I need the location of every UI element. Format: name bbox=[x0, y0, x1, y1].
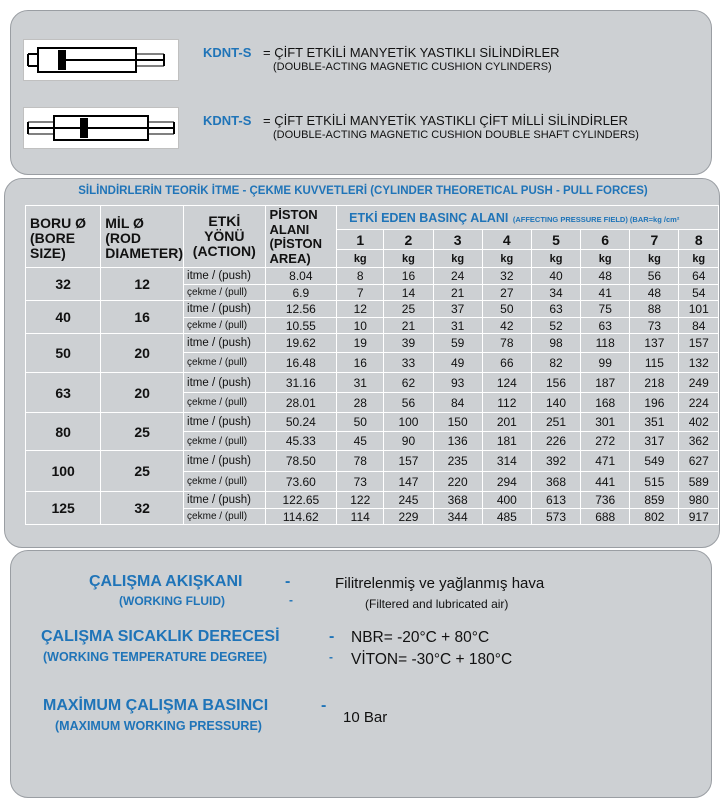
pull-force: 54 bbox=[679, 285, 719, 301]
rod-diameter: 32 bbox=[101, 492, 184, 525]
push-force: 12 bbox=[337, 301, 384, 318]
working-fluid-value-en: (Filtered and lubricated air) bbox=[365, 597, 509, 611]
push-force: 39 bbox=[384, 334, 433, 353]
push-force: 78 bbox=[337, 451, 384, 472]
piston-area-push: 50.24 bbox=[265, 413, 337, 432]
pull-force: 112 bbox=[482, 393, 531, 413]
table-row bbox=[26, 492, 719, 509]
action-pull: çekme / (pull) bbox=[184, 472, 265, 492]
push-force: 549 bbox=[630, 451, 679, 472]
push-force: 980 bbox=[679, 492, 719, 509]
push-force: 8 bbox=[337, 268, 384, 285]
table-row bbox=[26, 451, 719, 472]
max-pressure-value: 10 Bar bbox=[343, 709, 388, 726]
header-action bbox=[184, 206, 265, 268]
table-row bbox=[26, 268, 719, 285]
action-pull: çekme / (pull) bbox=[184, 393, 265, 413]
pull-force: 147 bbox=[384, 472, 433, 492]
header-action-line: (ACTION) bbox=[192, 243, 256, 259]
working-fluid-label-en: (WORKING FLUID) bbox=[119, 594, 225, 608]
action-push: itme / (push) bbox=[184, 268, 265, 285]
working-temperature-label-en: (WORKING TEMPERATURE DEGREE) bbox=[43, 650, 268, 664]
action-push: itme / (push) bbox=[184, 413, 265, 432]
push-force: 150 bbox=[433, 413, 482, 432]
working-fluid-dash: - bbox=[285, 573, 291, 590]
header-piston-line: ALANI bbox=[269, 221, 310, 237]
pull-force: 41 bbox=[581, 285, 630, 301]
action-pull: çekme / (pull) bbox=[184, 285, 265, 301]
table-row bbox=[26, 301, 719, 318]
push-force: 16 bbox=[384, 268, 433, 285]
push-force: 368 bbox=[433, 492, 482, 509]
pull-force: 14 bbox=[384, 285, 433, 301]
rod-diameter: 20 bbox=[101, 334, 184, 373]
push-force: 88 bbox=[630, 301, 679, 318]
header-rod-line: DIAMETER) bbox=[105, 245, 184, 261]
specs-panel bbox=[10, 550, 712, 798]
piston-area-pull: 73.60 bbox=[265, 472, 337, 492]
bar-number-4: 4 bbox=[482, 230, 531, 250]
pull-force: 181 bbox=[482, 432, 531, 451]
action-push: itme / (push) bbox=[184, 373, 265, 393]
temperature-viton-value: VİTON= -30°C + 180°C bbox=[351, 651, 513, 668]
pull-force: 21 bbox=[384, 318, 433, 334]
piston-area-push: 31.16 bbox=[265, 373, 337, 393]
header-bore-line: BORU Ø bbox=[30, 215, 86, 231]
unit-kg: kg bbox=[581, 250, 630, 268]
unit-kg: kg bbox=[433, 250, 482, 268]
max-pressure-label: MAXİMUM ÇALIŞMA BASINCI bbox=[43, 697, 269, 714]
bar-number-5: 5 bbox=[531, 230, 580, 250]
bar-number-6: 6 bbox=[581, 230, 630, 250]
bar-number-3: 3 bbox=[433, 230, 482, 250]
push-force: 64 bbox=[679, 268, 719, 285]
header-action-line: ETKİ bbox=[208, 213, 241, 229]
pull-force: 7 bbox=[337, 285, 384, 301]
unit-kg: kg bbox=[531, 250, 580, 268]
unit-kg: kg bbox=[337, 250, 384, 268]
piston-area-push: 12.56 bbox=[265, 301, 337, 318]
pull-force: 49 bbox=[433, 353, 482, 373]
action-push: itme / (push) bbox=[184, 334, 265, 353]
pull-force: 31 bbox=[433, 318, 482, 334]
action-push: itme / (push) bbox=[184, 492, 265, 509]
pull-force: 82 bbox=[531, 353, 580, 373]
legend-description-tr: = ÇİFT ETKİLİ MANYETİK YASTIKLI SİLİNDİRLER bbox=[263, 45, 560, 60]
push-force: 37 bbox=[433, 301, 482, 318]
pull-force: 220 bbox=[433, 472, 482, 492]
pull-force: 224 bbox=[679, 393, 719, 413]
force-table bbox=[25, 205, 719, 525]
pull-force: 27 bbox=[482, 285, 531, 301]
header-pressure bbox=[337, 206, 719, 230]
push-force: 32 bbox=[482, 268, 531, 285]
push-force: 122 bbox=[337, 492, 384, 509]
pull-force: 294 bbox=[482, 472, 531, 492]
legend-description-en: (DOUBLE-ACTING MAGNETIC CUSHION CYLINDERS) bbox=[273, 61, 552, 73]
legend-description-tr: = ÇİFT ETKİLİ MANYETİK YASTIKLI ÇİFT MİLLİ SİLİNDİRLER bbox=[263, 113, 628, 128]
piston-area-pull: 28.01 bbox=[265, 393, 337, 413]
pull-force: 84 bbox=[433, 393, 482, 413]
push-force: 187 bbox=[581, 373, 630, 393]
push-force: 78 bbox=[482, 334, 531, 353]
pull-force: 226 bbox=[531, 432, 580, 451]
push-force: 613 bbox=[531, 492, 580, 509]
working-temperature-dash-en: - bbox=[329, 650, 333, 664]
action-pull: çekme / (pull) bbox=[184, 353, 265, 373]
single-shaft-cylinder-icon bbox=[23, 39, 179, 81]
max-pressure-label-en: (MAXIMUM WORKING PRESSURE) bbox=[55, 719, 262, 733]
legend-code: KDNT-S bbox=[203, 113, 252, 128]
push-force: 392 bbox=[531, 451, 580, 472]
push-force: 100 bbox=[384, 413, 433, 432]
action-pull: çekme / (pull) bbox=[184, 318, 265, 334]
unit-kg: kg bbox=[482, 250, 531, 268]
push-force: 156 bbox=[531, 373, 580, 393]
rod-diameter: 12 bbox=[101, 268, 184, 301]
header-bore-line: SIZE) bbox=[30, 245, 66, 261]
pull-force: 16 bbox=[337, 353, 384, 373]
pull-force: 485 bbox=[482, 509, 531, 525]
push-force: 301 bbox=[581, 413, 630, 432]
legend-row-single-shaft bbox=[23, 37, 560, 83]
push-force: 93 bbox=[433, 373, 482, 393]
pull-force: 589 bbox=[679, 472, 719, 492]
pull-force: 52 bbox=[531, 318, 580, 334]
piston-area-pull: 16.48 bbox=[265, 353, 337, 373]
bore-size: 100 bbox=[26, 451, 101, 492]
header-rod-line: MİL Ø bbox=[105, 215, 144, 231]
action-push: itme / (push) bbox=[184, 301, 265, 318]
pull-force: 66 bbox=[482, 353, 531, 373]
pull-force: 362 bbox=[679, 432, 719, 451]
legend-row-double-shaft bbox=[23, 105, 639, 151]
push-force: 75 bbox=[581, 301, 630, 318]
push-force: 201 bbox=[482, 413, 531, 432]
working-fluid-value: Filitrelenmiş ve yağlanmış hava bbox=[335, 575, 545, 592]
pull-force: 42 bbox=[482, 318, 531, 334]
action-pull: çekme / (pull) bbox=[184, 432, 265, 451]
pull-force: 688 bbox=[581, 509, 630, 525]
piston-area-push: 8.04 bbox=[265, 268, 337, 285]
push-force: 25 bbox=[384, 301, 433, 318]
pull-force: 272 bbox=[581, 432, 630, 451]
header-bore bbox=[26, 206, 101, 268]
pull-force: 132 bbox=[679, 353, 719, 373]
pull-force: 573 bbox=[531, 509, 580, 525]
pull-force: 168 bbox=[581, 393, 630, 413]
pull-force: 73 bbox=[630, 318, 679, 334]
bore-size: 40 bbox=[26, 301, 101, 334]
push-force: 314 bbox=[482, 451, 531, 472]
push-force: 235 bbox=[433, 451, 482, 472]
pull-force: 33 bbox=[384, 353, 433, 373]
action-pull: çekme / (pull) bbox=[184, 509, 265, 525]
table-row bbox=[26, 413, 719, 432]
pull-force: 73 bbox=[337, 472, 384, 492]
pull-force: 45 bbox=[337, 432, 384, 451]
action-push: itme / (push) bbox=[184, 451, 265, 472]
push-force: 402 bbox=[679, 413, 719, 432]
bore-size: 125 bbox=[26, 492, 101, 525]
piston-area-push: 19.62 bbox=[265, 334, 337, 353]
bar-number-2: 2 bbox=[384, 230, 433, 250]
pull-force: 84 bbox=[679, 318, 719, 334]
bar-number-7: 7 bbox=[630, 230, 679, 250]
header-action-line: YÖNÜ bbox=[204, 228, 245, 244]
legend-code: KDNT-S bbox=[203, 45, 252, 60]
push-force: 48 bbox=[581, 268, 630, 285]
working-fluid-dash-en: - bbox=[289, 593, 293, 607]
push-force: 63 bbox=[531, 301, 580, 318]
piston-area-push: 78.50 bbox=[265, 451, 337, 472]
pull-force: 63 bbox=[581, 318, 630, 334]
rod-diameter: 16 bbox=[101, 301, 184, 334]
unit-kg: kg bbox=[630, 250, 679, 268]
push-force: 40 bbox=[531, 268, 580, 285]
push-force: 251 bbox=[531, 413, 580, 432]
pull-force: 114 bbox=[337, 509, 384, 525]
pull-force: 48 bbox=[630, 285, 679, 301]
table-title: SİLİNDİRLERİN TEORİK İTME - ÇEKME KUVVETLERİ (CYLINDER THEORETICAL PUSH - PULL FORCES) bbox=[78, 185, 648, 197]
header-piston-line: AREA) bbox=[269, 250, 311, 266]
rod-diameter: 20 bbox=[101, 373, 184, 413]
working-fluid-label: ÇALIŞMA AKIŞKANI bbox=[89, 573, 243, 590]
push-force: 157 bbox=[679, 334, 719, 353]
pull-force: 28 bbox=[337, 393, 384, 413]
push-force: 245 bbox=[384, 492, 433, 509]
push-force: 137 bbox=[630, 334, 679, 353]
double-shaft-cylinder-icon bbox=[23, 107, 179, 149]
piston-area-pull: 45.33 bbox=[265, 432, 337, 451]
push-force: 118 bbox=[581, 334, 630, 353]
header-piston-line: PİSTON bbox=[269, 207, 318, 222]
push-force: 736 bbox=[581, 492, 630, 509]
pull-force: 229 bbox=[384, 509, 433, 525]
pull-force: 344 bbox=[433, 509, 482, 525]
piston-area-pull: 114.62 bbox=[265, 509, 337, 525]
push-force: 59 bbox=[433, 334, 482, 353]
header-bore-line: (BORE bbox=[30, 230, 76, 246]
pull-force: 21 bbox=[433, 285, 482, 301]
header-piston bbox=[265, 206, 337, 268]
bar-number-1: 1 bbox=[337, 230, 384, 250]
pull-force: 917 bbox=[679, 509, 719, 525]
piston-area-pull: 10.55 bbox=[265, 318, 337, 334]
header-rod bbox=[101, 206, 184, 268]
push-force: 400 bbox=[482, 492, 531, 509]
temperature-nbr-value: NBR= -20°C + 80°C bbox=[351, 629, 490, 646]
working-temperature-dash: - bbox=[329, 628, 335, 645]
force-table-panel bbox=[4, 178, 720, 548]
push-force: 62 bbox=[384, 373, 433, 393]
push-force: 19 bbox=[337, 334, 384, 353]
push-force: 157 bbox=[384, 451, 433, 472]
pull-force: 34 bbox=[531, 285, 580, 301]
unit-kg: kg bbox=[679, 250, 719, 268]
push-force: 124 bbox=[482, 373, 531, 393]
pull-force: 10 bbox=[337, 318, 384, 334]
push-force: 56 bbox=[630, 268, 679, 285]
header-rod-line: (ROD bbox=[105, 230, 142, 246]
push-force: 249 bbox=[679, 373, 719, 393]
pull-force: 99 bbox=[581, 353, 630, 373]
push-force: 24 bbox=[433, 268, 482, 285]
header-piston-line: (PİSTON bbox=[269, 236, 323, 251]
table-body bbox=[26, 268, 719, 525]
header-pressure-main: ETKİ EDEN BASINÇ ALANI bbox=[349, 210, 509, 225]
pull-force: 317 bbox=[630, 432, 679, 451]
pull-force: 90 bbox=[384, 432, 433, 451]
push-force: 31 bbox=[337, 373, 384, 393]
piston-area-pull: 6.9 bbox=[265, 285, 337, 301]
working-temperature-label: ÇALIŞMA SICAKLIK DERECESİ bbox=[41, 628, 280, 645]
push-force: 859 bbox=[630, 492, 679, 509]
push-force: 471 bbox=[581, 451, 630, 472]
bar-number-8: 8 bbox=[679, 230, 719, 250]
bore-size: 50 bbox=[26, 334, 101, 373]
legend-description-en: (DOUBLE-ACTING MAGNETIC CUSHION DOUBLE SHAFT CYLINDERS) bbox=[273, 129, 639, 141]
rod-diameter: 25 bbox=[101, 413, 184, 451]
piston-area-push: 122.65 bbox=[265, 492, 337, 509]
pull-force: 140 bbox=[531, 393, 580, 413]
pull-force: 802 bbox=[630, 509, 679, 525]
push-force: 98 bbox=[531, 334, 580, 353]
rod-diameter: 25 bbox=[101, 451, 184, 492]
pull-force: 441 bbox=[581, 472, 630, 492]
push-force: 351 bbox=[630, 413, 679, 432]
push-force: 50 bbox=[482, 301, 531, 318]
pull-force: 368 bbox=[531, 472, 580, 492]
pull-force: 136 bbox=[433, 432, 482, 451]
table-row bbox=[26, 334, 719, 353]
push-force: 101 bbox=[679, 301, 719, 318]
pull-force: 515 bbox=[630, 472, 679, 492]
pull-force: 56 bbox=[384, 393, 433, 413]
pull-force: 196 bbox=[630, 393, 679, 413]
push-force: 218 bbox=[630, 373, 679, 393]
bore-size: 32 bbox=[26, 268, 101, 301]
push-force: 50 bbox=[337, 413, 384, 432]
header-pressure-sub: (AFFECTING PRESSURE FIELD) (BAR=kg /cm² bbox=[512, 214, 680, 224]
max-pressure-dash: - bbox=[321, 697, 327, 714]
legend-panel bbox=[10, 10, 712, 175]
bore-size: 63 bbox=[26, 373, 101, 413]
push-force: 627 bbox=[679, 451, 719, 472]
unit-kg: kg bbox=[384, 250, 433, 268]
table-row bbox=[26, 373, 719, 393]
pull-force: 115 bbox=[630, 353, 679, 373]
bore-size: 80 bbox=[26, 413, 101, 451]
